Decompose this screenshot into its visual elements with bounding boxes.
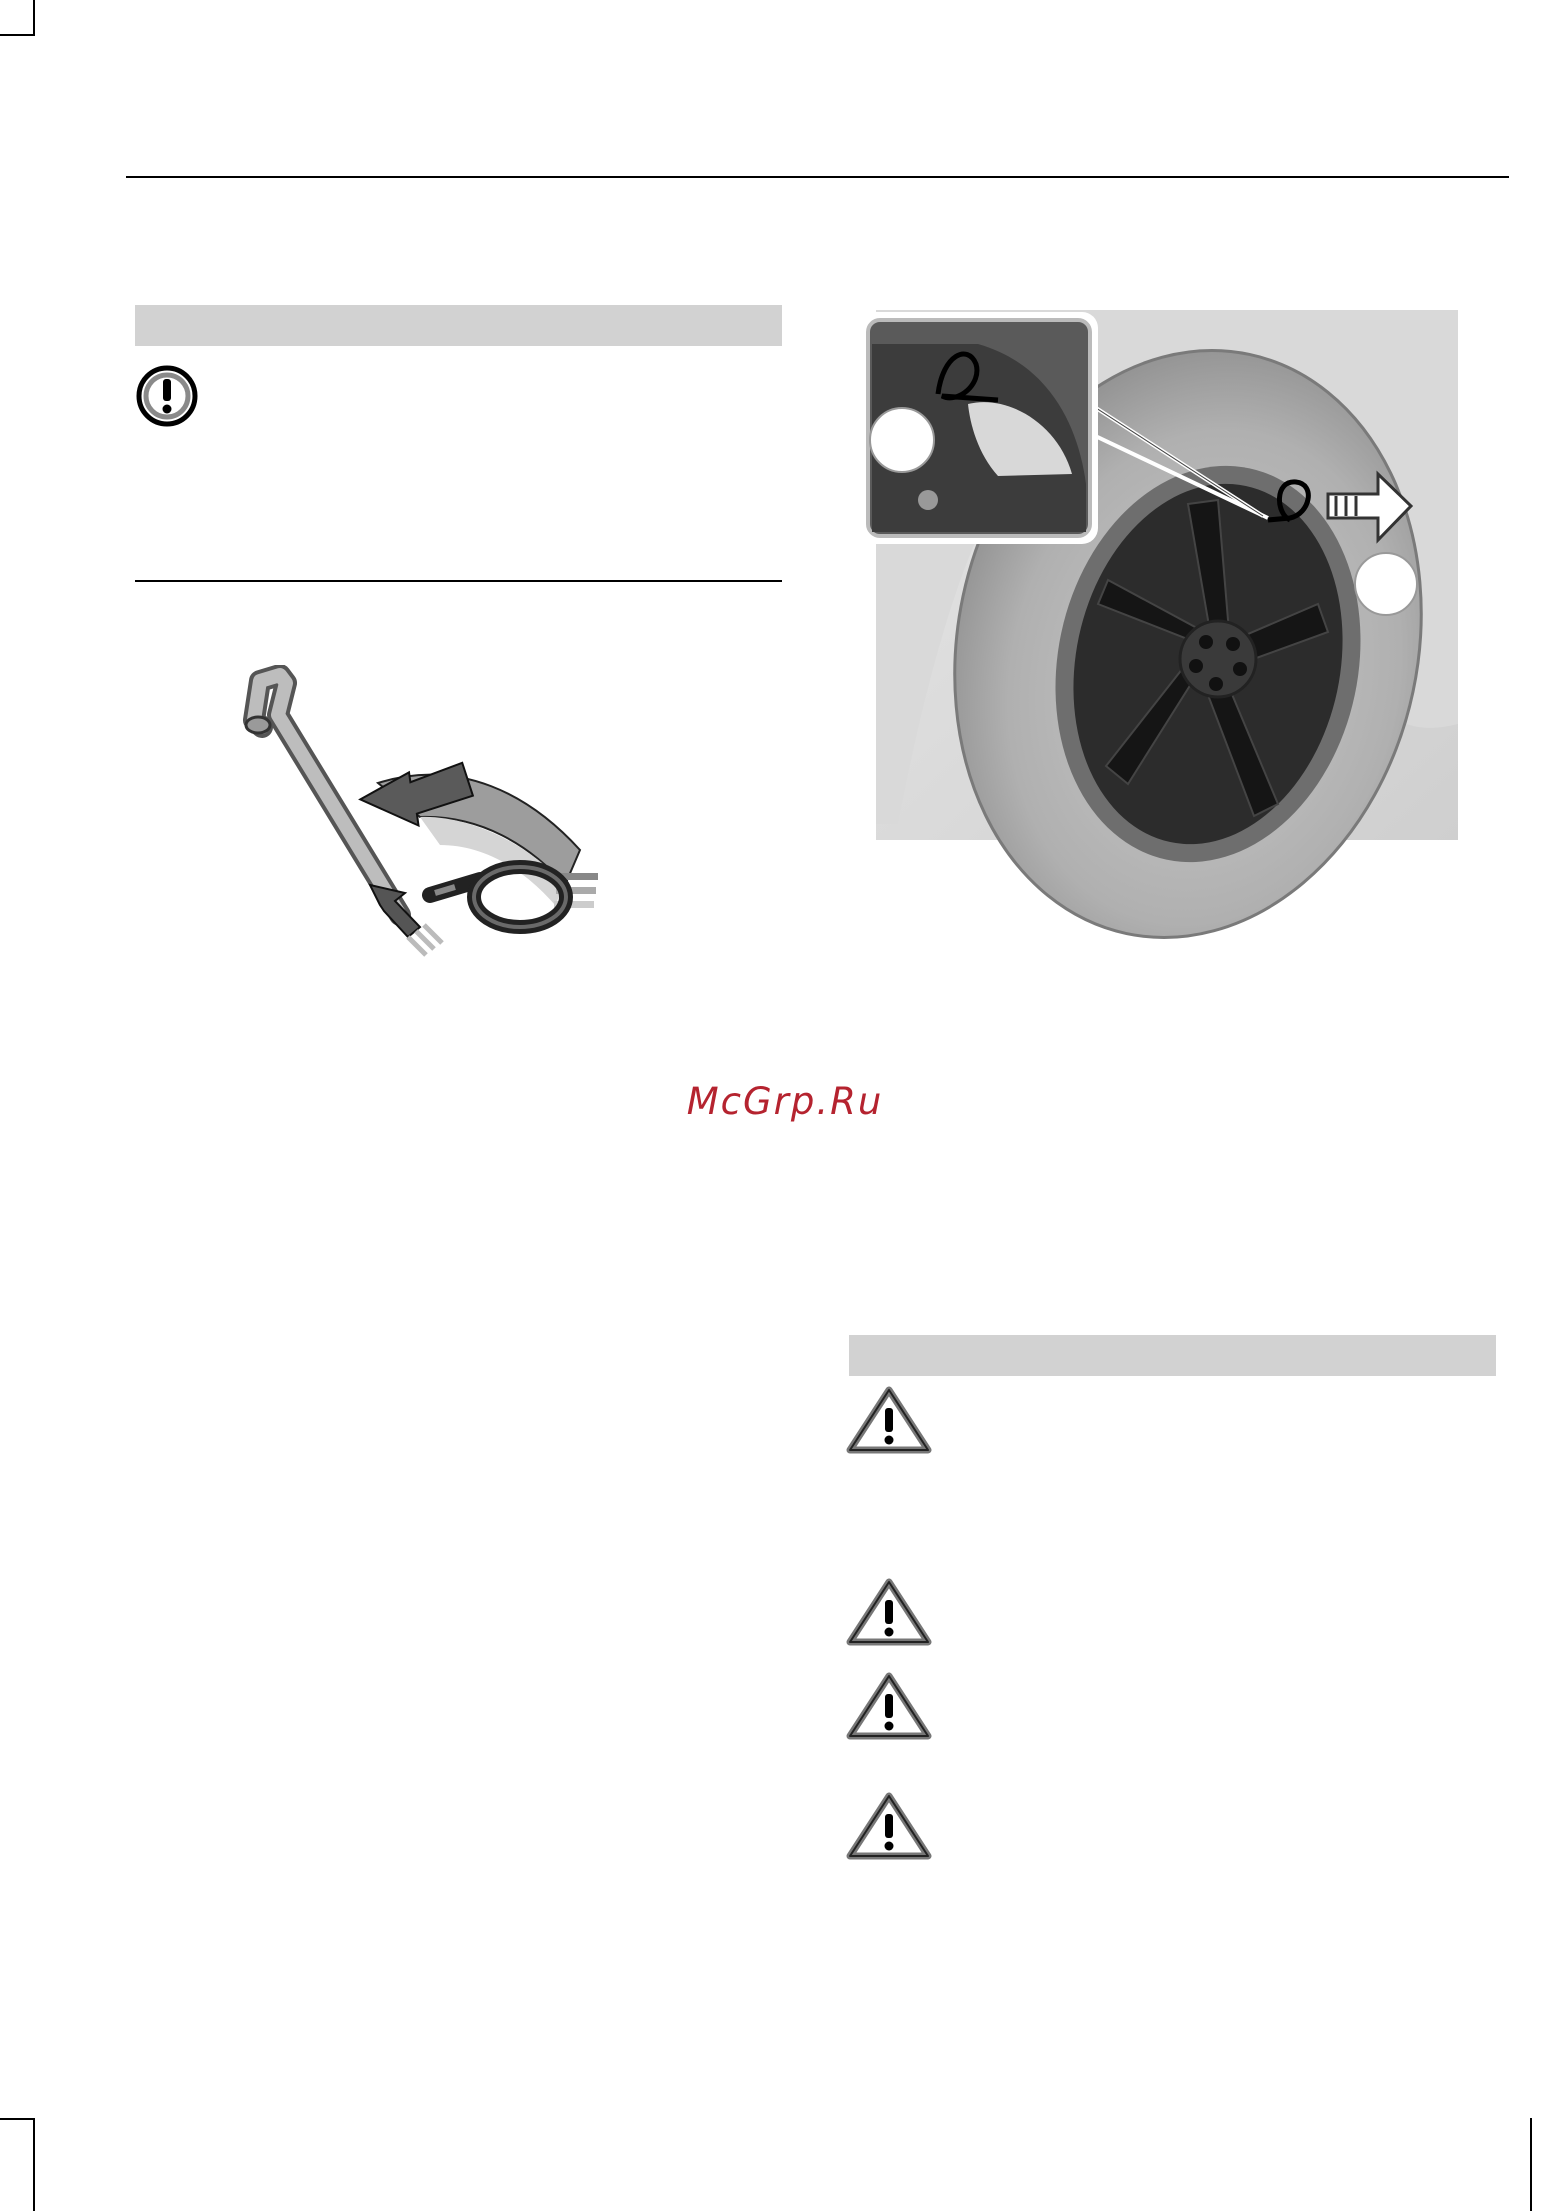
warning-triangle-icon xyxy=(846,1386,932,1454)
section-heading-bar-left xyxy=(135,305,782,346)
spare-wheel-release-illustration xyxy=(858,304,1458,944)
crop-mark-top-left-vertical xyxy=(33,0,35,36)
exclamation-circle-icon xyxy=(135,364,199,428)
warning-triangle-icon xyxy=(846,1578,932,1646)
warning-triangle-icon xyxy=(846,1792,932,1860)
header-rule xyxy=(126,176,1509,178)
crop-mark-bottom-left-vertical xyxy=(33,2118,35,2211)
crop-mark-bottom-right-vertical xyxy=(1530,2118,1532,2211)
wheel-brace-tow-eye-illustration xyxy=(230,665,630,975)
section-heading-bar-right xyxy=(849,1335,1496,1376)
watermark-text: McGrp.Ru xyxy=(686,1080,884,1123)
warning-triangle-icon xyxy=(846,1672,932,1740)
crop-mark-top-left-horizontal xyxy=(0,34,35,36)
crop-mark-bottom-left-horizontal xyxy=(0,2118,35,2120)
section-divider-left xyxy=(135,580,782,582)
